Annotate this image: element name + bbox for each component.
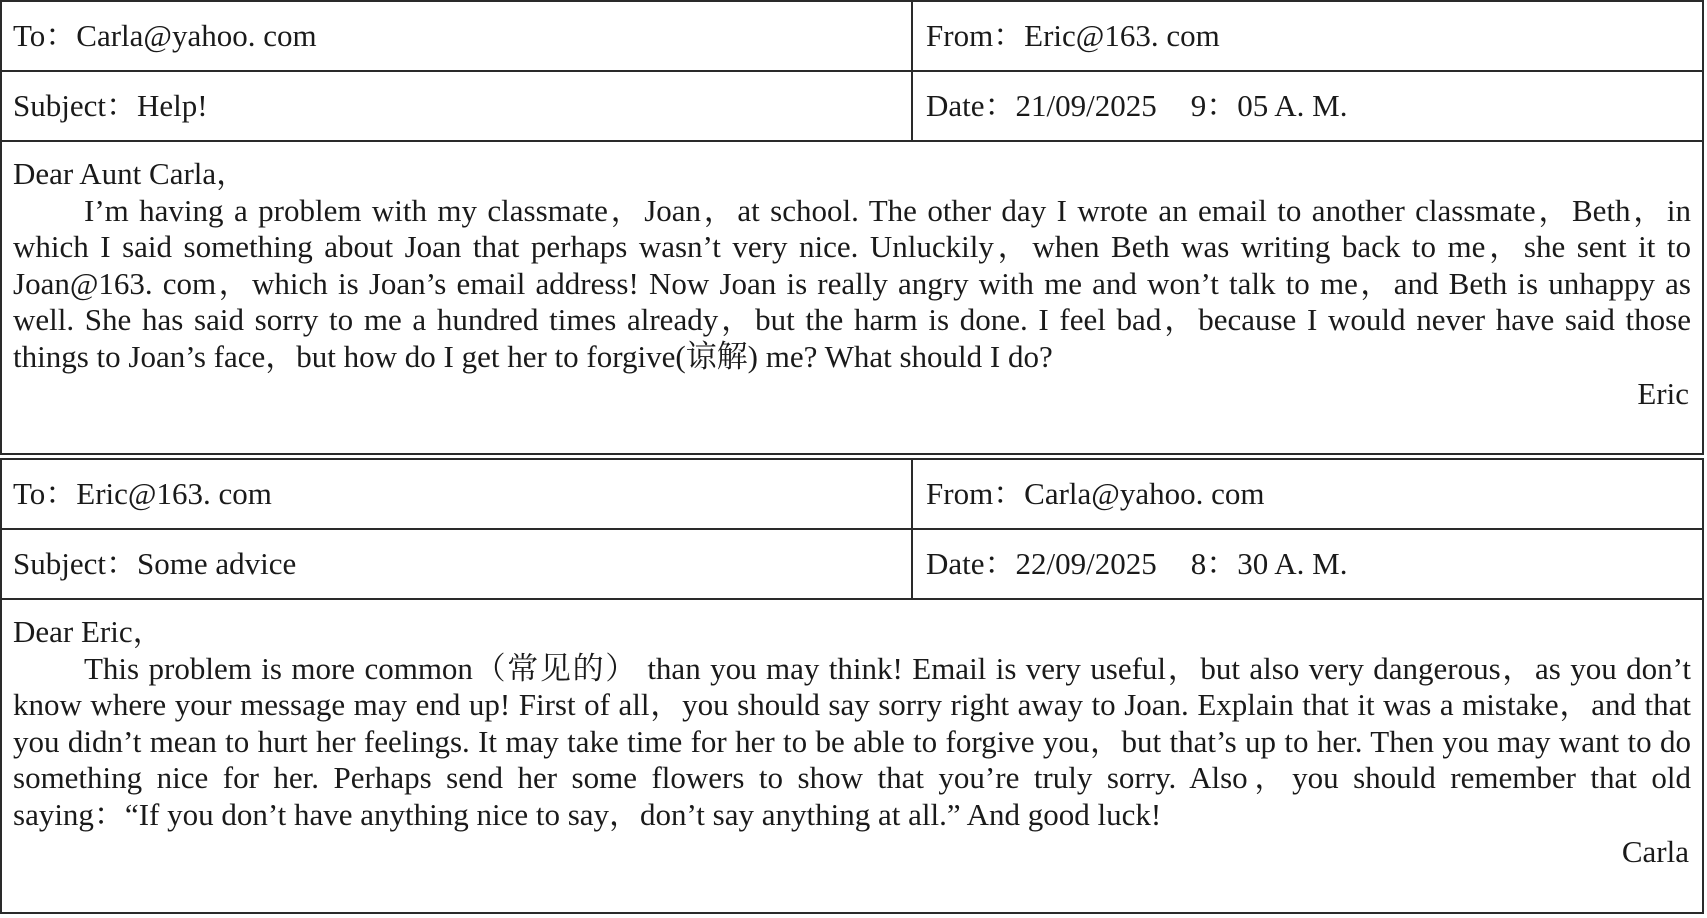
email-2-date-field (913, 530, 1702, 598)
email-2-header-row-2 (2, 530, 1702, 600)
email-2-date: Date：22/09/2025 (926, 546, 1157, 581)
email-2-signature: Carla (1621, 833, 1689, 869)
email-1-time: 9：05 A. M. (1190, 88, 1348, 123)
email-card-2 (0, 458, 1704, 914)
email-2-subject-field: Subject：Some advice (2, 530, 913, 598)
email-2-message: This problem is more common（常见的） than you may think! Email is very useful，but also very dangerous，as you don’t know where your message may end up! First of all，you should say sorry right away to Joan. Explain that it was a mistake，and that you didn’t mean to hurt her feelings. It may take time for her to be able to forgive you，but that’s up to her. Then you may want to do something nice for her. Perhaps send her some flowers to show that you’re truly sorry. Also，you should remember that old saying：“If you don’t have anything nice to say，don’t say anything at all.” And good luck! (13, 650, 1691, 832)
email-1-header-row-1 (2, 2, 1702, 72)
email-2-from-field: From：Carla@yahoo. com (926, 476, 1265, 511)
email-1-greeting: Dear Aunt Carla， (13, 156, 248, 191)
email-2-to-field: To：Eric@163. com (2, 460, 913, 528)
email-1-date: Date：21/09/2025 (926, 88, 1157, 123)
email-1-to-field: To：Carla@yahoo. com (2, 2, 913, 70)
email-1-signature: Eric (1637, 375, 1689, 411)
email-1-message: I’m having a problem with my classmate，Joan，at school. The other day I wrote an email to another classmate，Beth，in which I said something about Joan that perhaps wasn’t very nice. Unluckily，when Beth was writing back to me，she sent it to Joan@163. com，which is Joan’s email address! Now Joan is really angry with me and won’t talk to me，and Beth is unhappy as well. She has said sorry to me a hundred times already，but the harm is done. I feel bad，because I would never have said those things to Joan’s face，but how do I get her to forgive(谅解) me? What should I do? (13, 192, 1691, 374)
email-2-header-row-1 (2, 460, 1702, 530)
email-2-greeting: Dear Eric， (13, 614, 164, 649)
email-1-header-row-2 (2, 72, 1702, 142)
email-card-1 (0, 0, 1704, 455)
email-1-date-field (913, 72, 1702, 140)
email-1-from-field: From：Eric@163. com (926, 18, 1220, 53)
email-1-body (2, 142, 1702, 412)
email-2-body (2, 600, 1702, 870)
email-1-subject-field: Subject：Help! (2, 72, 913, 140)
email-2-time: 8：30 A. M. (1190, 546, 1348, 581)
